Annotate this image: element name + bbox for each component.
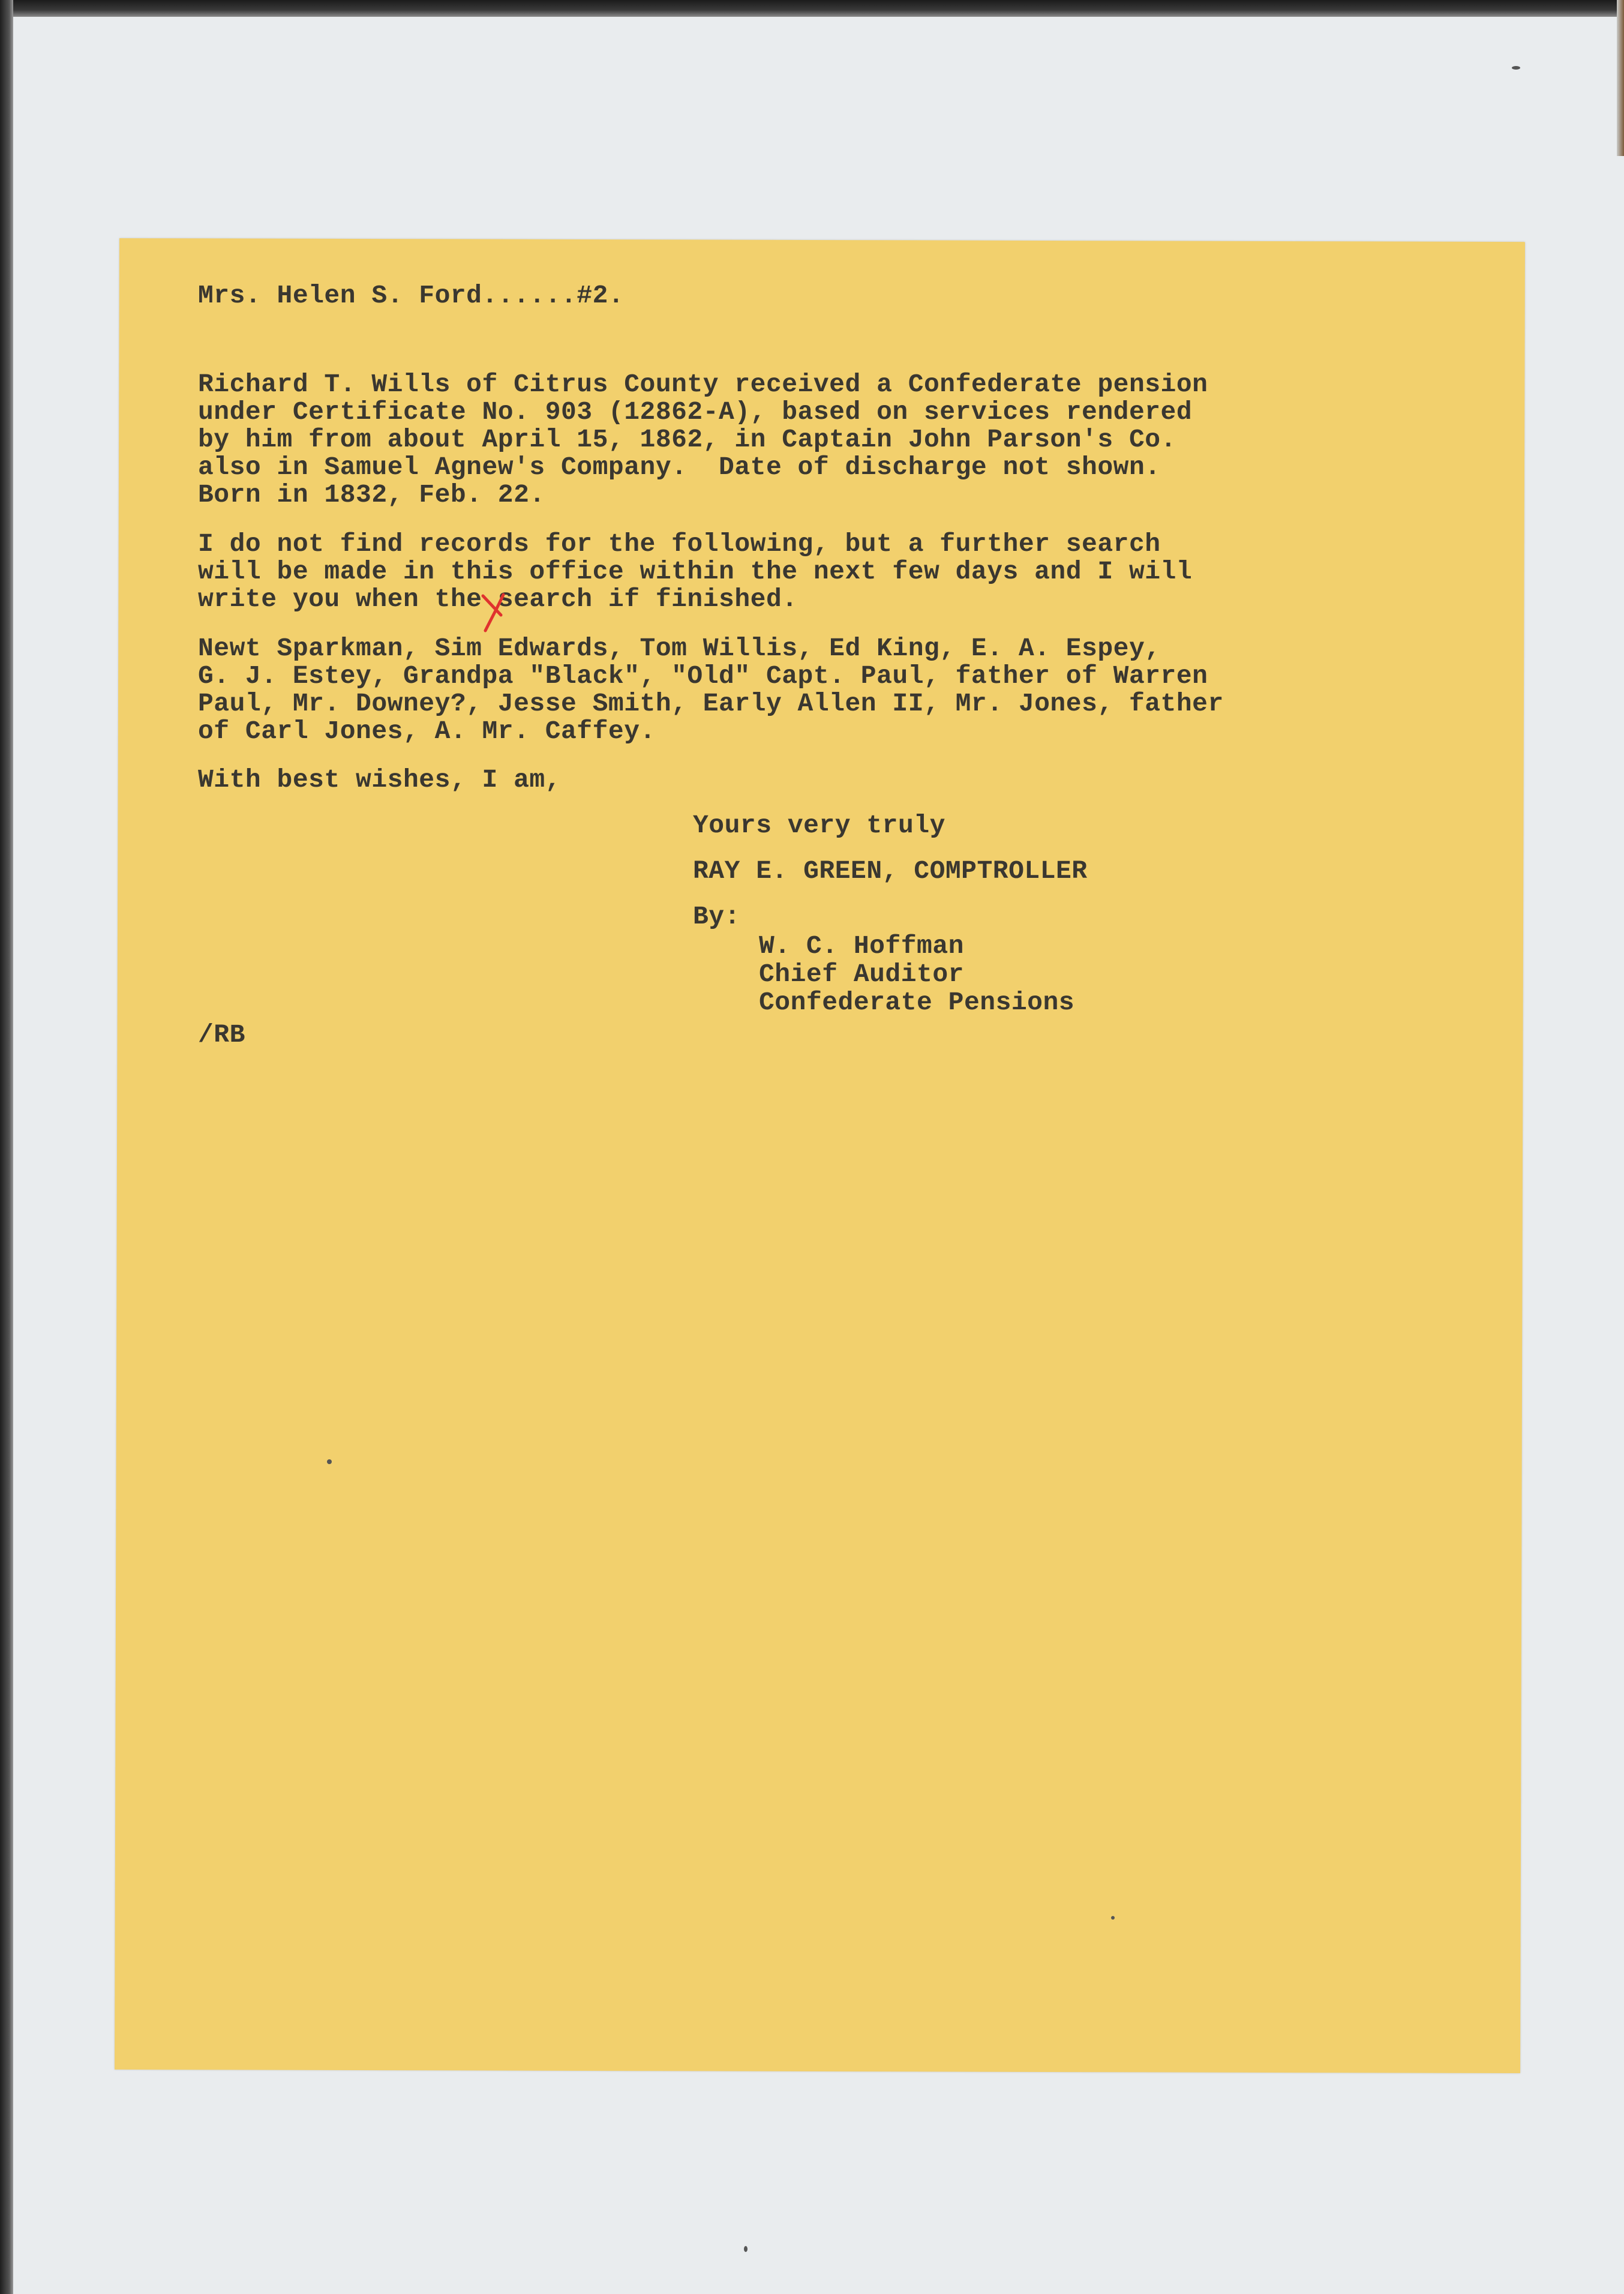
red-x-mark-icon	[477, 591, 513, 633]
paper-speck	[327, 1459, 332, 1464]
scan-top-edge	[0, 0, 1624, 17]
paragraph-line: under Certificate No. 903 (12862-A), based on services rendered	[198, 397, 1193, 427]
paragraph-line: will be made in this office within the next few days and I will	[198, 557, 1193, 586]
scan-right-edge	[1617, 0, 1624, 156]
signatory-office: RAY E. GREEN, COMPTROLLER	[693, 856, 1088, 886]
paragraph-line: also in Samuel Agnew's Company. Date of discharge not shown.	[198, 452, 1161, 482]
paragraph-line: Newt Sparkman, Sim Edwards, Tom Willis, Ed King, E. A. Espey,	[198, 634, 1161, 663]
scan-left-edge	[0, 0, 13, 2294]
signatory-details	[759, 932, 1338, 1016]
paragraph-line: write you when the search if finished.	[198, 584, 798, 614]
paragraph-names-list	[198, 635, 1338, 745]
signature-block	[693, 812, 1338, 1016]
paragraph-line: by him from about April 15, 1862, in Captain John Parson's Co.	[198, 425, 1176, 454]
signatory-name: W. C. Hoffman	[759, 931, 964, 961]
paragraph-line: Paul, Mr. Downey?, Jesse Smith, Early Allen II, Mr. Jones, father	[198, 689, 1224, 718]
paragraph-line: Born in 1832, Feb. 22.	[198, 480, 545, 509]
paragraph-line: G. J. Estey, Grandpa "Black", "Old" Capt. Paul, father of Warren	[198, 661, 1208, 691]
paragraph-line: I do not find records for the following, but a further search	[198, 529, 1161, 559]
valediction: Yours very truly	[693, 811, 945, 840]
paragraph-pension-record	[198, 371, 1338, 509]
paper-speck	[744, 2246, 748, 2252]
by-label: By:	[693, 902, 740, 931]
paragraph-search-notice	[198, 530, 1338, 613]
paper-speck	[1512, 66, 1520, 70]
signatory-department: Confederate Pensions	[759, 988, 1075, 1017]
closing-salutation: With best wishes, I am,	[198, 765, 561, 794]
signatory-title: Chief Auditor	[759, 959, 964, 989]
paragraph-line: Richard T. Wills of Citrus County received a Confederate pension	[198, 370, 1208, 399]
letter-heading: Mrs. Helen S. Ford......#2.	[198, 281, 625, 310]
paragraph-line: of Carl Jones, A. Mr. Caffey.	[198, 716, 656, 746]
typist-initials: /RB	[198, 1020, 245, 1049]
letter-body	[198, 282, 1338, 1049]
paper-speck	[1111, 1916, 1115, 1920]
